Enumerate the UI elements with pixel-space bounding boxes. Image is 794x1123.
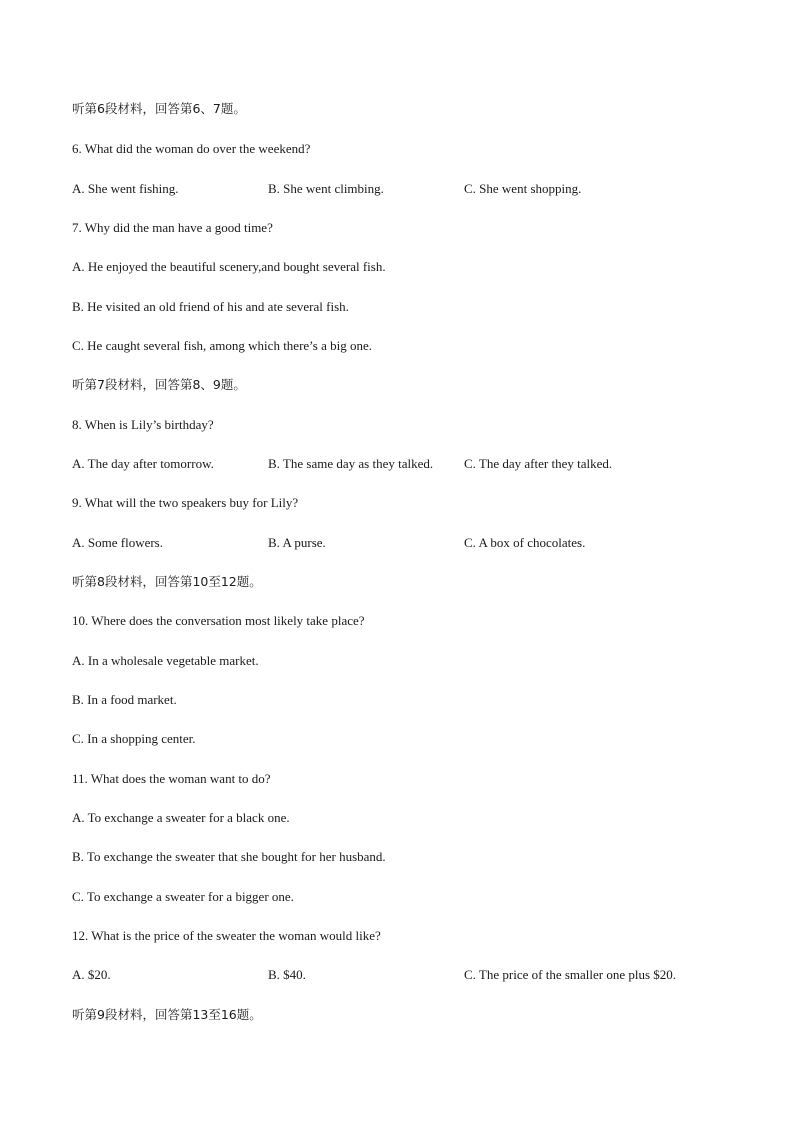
question-11-option-a: A. To exchange a sweater for a black one. xyxy=(72,810,290,825)
question-8-option-b: B. The same day as they talked. xyxy=(268,456,434,471)
question-8-option-a: A. The day after tomorrow. xyxy=(72,456,214,471)
question-10-option-b: B. In a food market. xyxy=(72,692,177,707)
section-heading-8: 听第8段材料，回答第10至12题。 xyxy=(72,574,262,589)
question-8-option-c: C. The day after they talked. xyxy=(464,456,613,471)
question-6-stem: 6. What did the woman do over the weekend? xyxy=(72,141,311,156)
question-6-option-a: A. She went fishing. xyxy=(72,181,179,196)
question-10-option-c: C. In a shopping center. xyxy=(72,731,196,746)
question-11-option-b: B. To exchange the sweater that she bought for her husband. xyxy=(72,849,386,864)
question-9-stem: 9. What will the two speakers buy for Lily? xyxy=(72,495,299,510)
question-7-option-b: B. He visited an old friend of his and ate several fish. xyxy=(72,299,349,314)
question-12-option-c: C. The price of the smaller one plus $20. xyxy=(464,967,677,982)
question-10-stem: 10. Where does the conversation most likely take place? xyxy=(72,613,365,628)
section-heading-6: 听第6段材料，回答第6、7题。 xyxy=(72,101,246,116)
question-9-option-b: B. A purse. xyxy=(268,535,326,550)
question-12-stem: 12. What is the price of the sweater the woman would like? xyxy=(72,928,381,943)
question-9-option-a: A. Some flowers. xyxy=(72,535,163,550)
question-7-stem: 7. Why did the man have a good time? xyxy=(72,220,273,235)
section-heading-7: 听第7段材料，回答第8、9题。 xyxy=(72,377,246,392)
question-6-option-c: C. She went shopping. xyxy=(464,181,582,196)
question-8-stem: 8. When is Lily’s birthday? xyxy=(72,417,214,432)
question-12-option-b: B. $40. xyxy=(268,967,306,982)
question-7-option-a: A. He enjoyed the beautiful scenery,and bought several fish. xyxy=(72,259,386,274)
question-9-option-c: C. A box of chocolates. xyxy=(464,535,586,550)
question-7-option-c: C. He caught several fish, among which there’s a big one. xyxy=(72,338,372,353)
question-10-option-a: A. In a wholesale vegetable market. xyxy=(72,653,259,668)
section-heading-9: 听第9段材料，回答第13至16题。 xyxy=(72,1007,262,1022)
question-6-option-b: B. She went climbing. xyxy=(268,181,384,196)
question-11-option-c: C. To exchange a sweater for a bigger one. xyxy=(72,889,294,904)
question-12-option-a: A. $20. xyxy=(72,967,111,982)
question-11-stem: 11. What does the woman want to do? xyxy=(72,771,271,786)
